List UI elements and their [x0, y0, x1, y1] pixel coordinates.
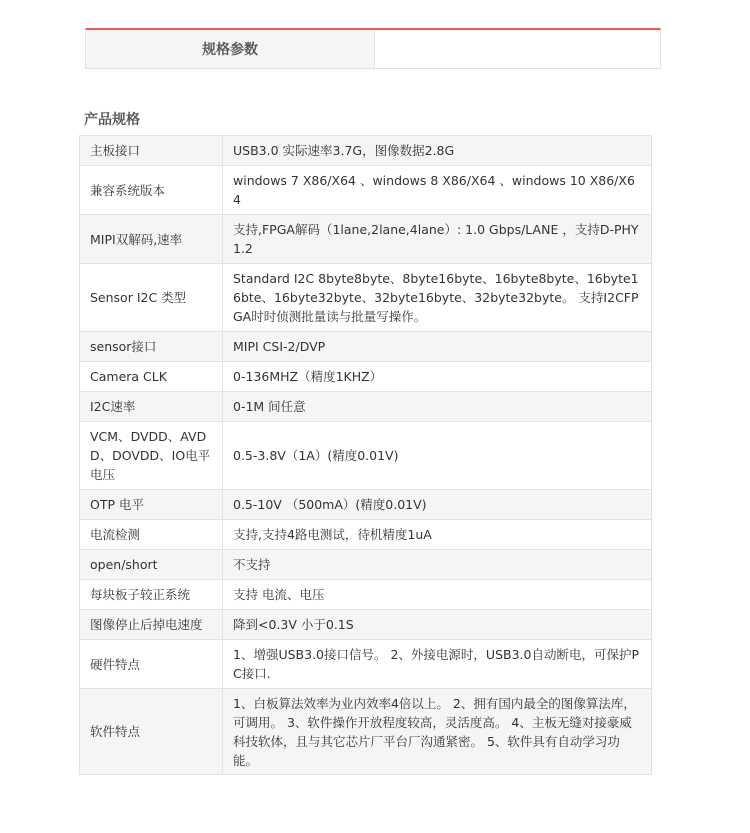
table-row	[80, 640, 652, 689]
table-row	[80, 490, 652, 520]
spec-label: 每块板子较正系统	[80, 580, 223, 610]
spec-value: 支持,FPGA解码（1lane,2lane,4lane）: 1.0 Gbps/LANE ，支持D-PHY1.2	[223, 215, 652, 264]
spec-value: 0-1M 间任意	[223, 392, 652, 422]
spec-value: 0.5-3.8V（1A）(精度0.01V)	[223, 422, 652, 490]
table-row	[80, 689, 652, 775]
spec-label: 图像停止后掉电速度	[80, 610, 223, 640]
spec-value: USB3.0 实际速率3.7G，图像数据2.8G	[223, 136, 652, 166]
table-row	[80, 580, 652, 610]
table-row	[80, 362, 652, 392]
spec-label: 兼容系统版本	[80, 166, 223, 215]
spec-label: open/short	[80, 550, 223, 580]
table-row	[80, 332, 652, 362]
spec-label: 软件特点	[80, 689, 223, 775]
specs-table	[79, 135, 652, 775]
tab-specifications[interactable]: 规格参数	[86, 30, 375, 68]
spec-value: 支持 电流、电压	[223, 580, 652, 610]
table-row	[80, 136, 652, 166]
table-row	[80, 215, 652, 264]
spec-value: 0.5-10V （500mA）(精度0.01V)	[223, 490, 652, 520]
spec-label: VCM、DVDD、AVDD、DOVDD、IO电平电压	[80, 422, 223, 490]
spec-value: Standard I2C 8byte8byte、8byte16byte、16byte8byte、16byte16bte、16byte32byte、32byte16byte、32byte32byte。 支持I2CFPGA时时侦测批量读与批量写操作。	[223, 264, 652, 332]
spec-value: MIPI CSI-2/DVP	[223, 332, 652, 362]
spec-value: 0-136MHZ（精度1KHZ）	[223, 362, 652, 392]
section-title: 产品规格	[84, 112, 140, 128]
table-row	[80, 264, 652, 332]
spec-label: Sensor I2C 类型	[80, 264, 223, 332]
spec-label: MIPI双解码,速率	[80, 215, 223, 264]
table-row	[80, 550, 652, 580]
table-row	[80, 610, 652, 640]
spec-value: 降到<0.3V 小于0.1S	[223, 610, 652, 640]
spec-label: Camera CLK	[80, 362, 223, 392]
spec-label: 硬件特点	[80, 640, 223, 689]
tab-bar	[85, 28, 661, 69]
spec-value: 1、增强USB3.0接口信号。 2、外接电源时，USB3.0自动断电，可保护PC接口.	[223, 640, 652, 689]
spec-value: 1、白板算法效率为业内效率4倍以上。 2、拥有国内最全的图像算法库，可调用。 3、软件操作开放程度较高，灵活度高。 4、主板无缝对接豪威科技软体，且与其它芯片厂平台厂沟通紧密。 5、软件具有自动学习功能。	[223, 689, 652, 775]
spec-label: sensor接口	[80, 332, 223, 362]
table-row	[80, 520, 652, 550]
spec-value: 支持,支持4路电测试，待机精度1uA	[223, 520, 652, 550]
table-row	[80, 166, 652, 215]
spec-label: I2C速率	[80, 392, 223, 422]
table-row	[80, 422, 652, 490]
spec-label: 电流检测	[80, 520, 223, 550]
spec-value: windows 7 X86/X64 、windows 8 X86/X64 、windows 10 X86/X64	[223, 166, 652, 215]
spec-label: 主板接口	[80, 136, 223, 166]
spec-value: 不支持	[223, 550, 652, 580]
tab-bar-empty-area	[375, 30, 660, 68]
spec-label: OTP 电平	[80, 490, 223, 520]
table-row	[80, 392, 652, 422]
